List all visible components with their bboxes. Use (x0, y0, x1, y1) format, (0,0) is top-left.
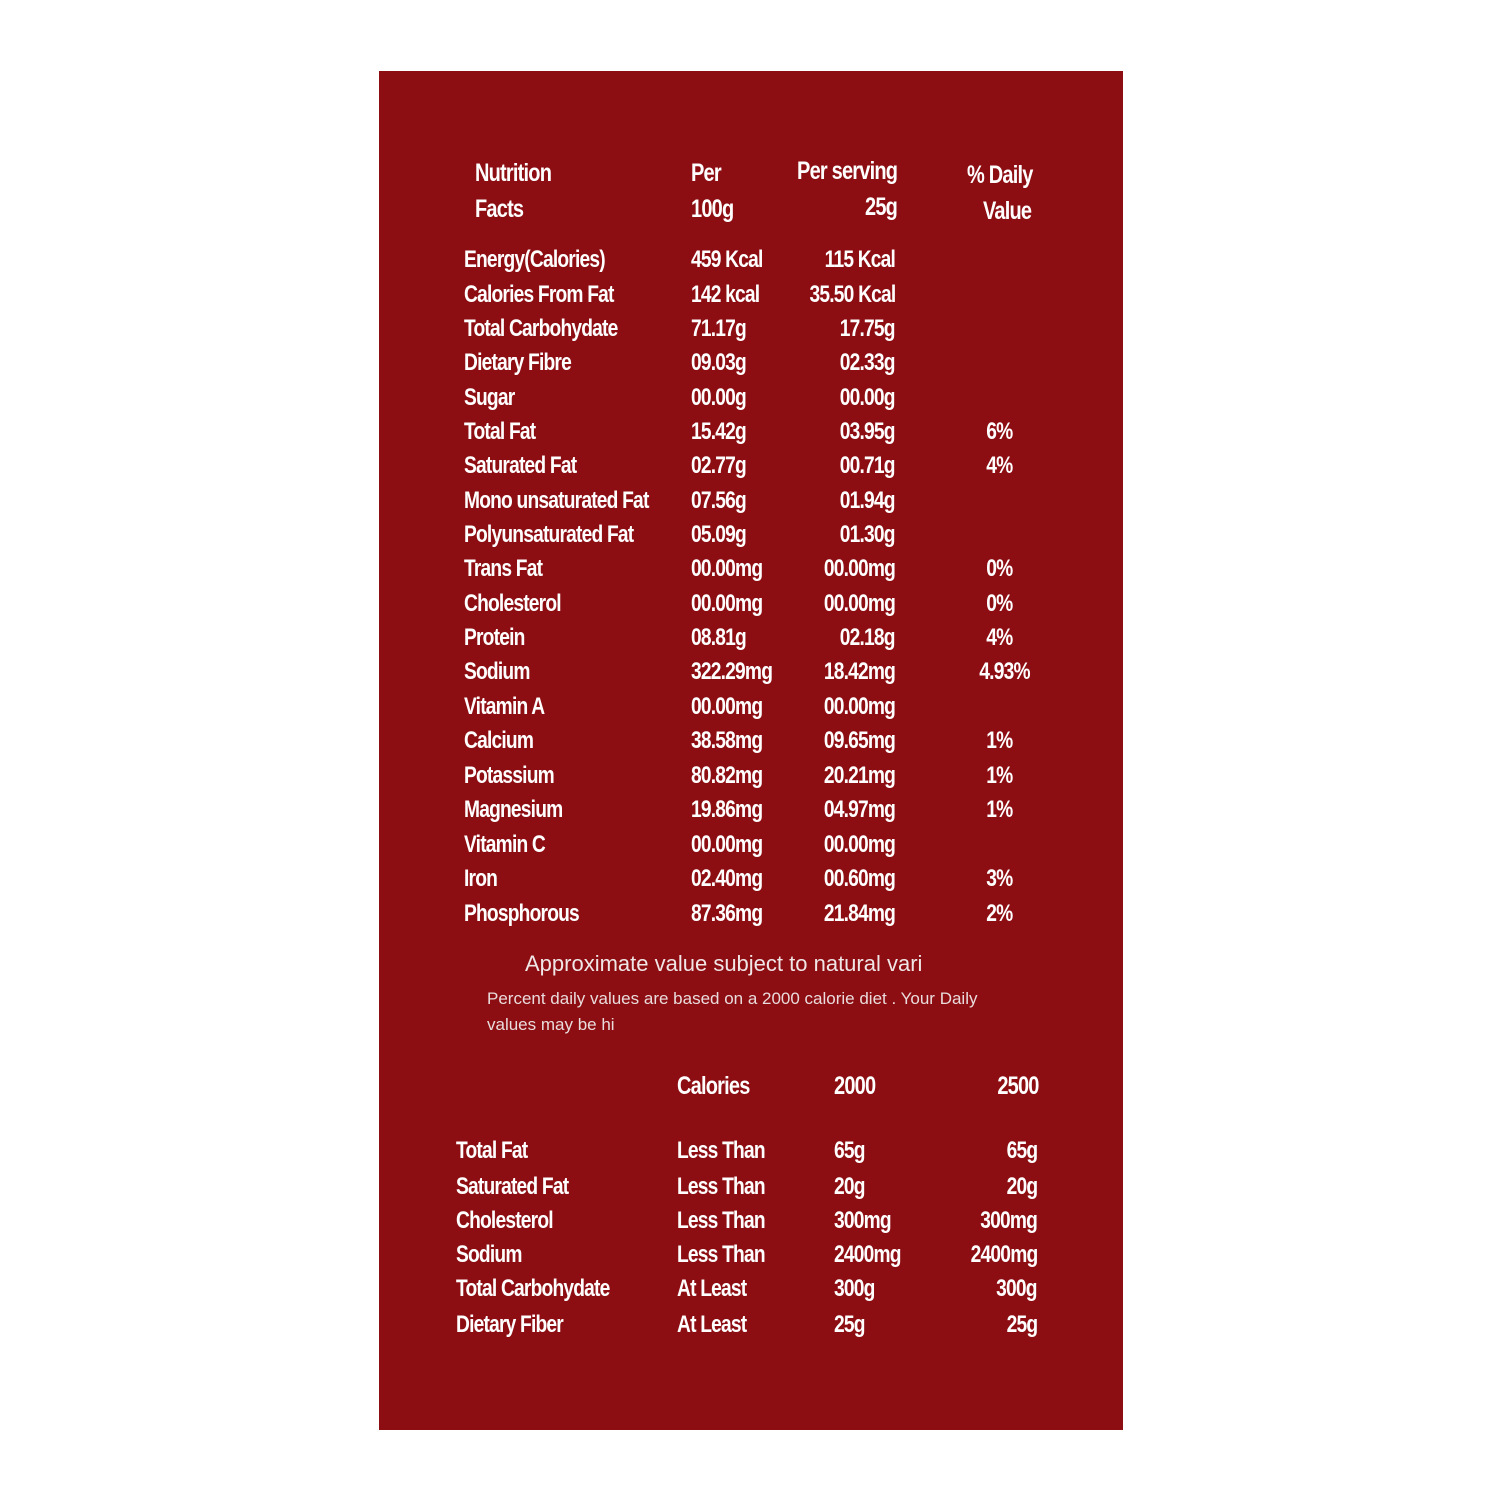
reference-value-2500: 300g (996, 1275, 1037, 1302)
nutrient-daily-value: 2% (985, 900, 1013, 927)
nutrient-daily-value-cell (973, 415, 1025, 449)
nutrient-daily-value-cell (973, 897, 1025, 931)
nutrient-name: Calcium (464, 727, 534, 754)
nutrient-per-serving-cell (806, 862, 895, 896)
nutrient-per-serving: 00.60mg (823, 865, 895, 892)
nutrient-per-serving-cell (806, 655, 895, 689)
nutrient-name-cell (464, 621, 540, 655)
reference-qualifier-cell (677, 1272, 764, 1306)
nutrient-per-serving: 17.75g (840, 315, 895, 342)
nutrient-row (379, 793, 1123, 827)
reference-nutrient-name-cell (456, 1308, 590, 1342)
nutrient-row (379, 828, 1123, 862)
reference-qualifier: At Least (677, 1311, 747, 1338)
nutrient-per-100g-cell (691, 690, 780, 724)
nutrient-per-serving: 00.00mg (823, 693, 895, 720)
reference-row (379, 1170, 1123, 1204)
nutrient-name: Total Fat (464, 418, 536, 445)
header-per-100g (691, 155, 744, 227)
nutrient-per-serving: 04.97mg (823, 796, 895, 823)
nutrient-row (379, 346, 1123, 380)
nutrient-per-100g: 15.42g (691, 418, 746, 445)
nutrient-per-100g-cell (691, 415, 760, 449)
header-nutrition-facts (475, 155, 570, 227)
nutrient-name-cell (464, 415, 553, 449)
nutrient-per-100g-cell (691, 724, 780, 758)
nutrient-per-100g-cell (691, 484, 760, 518)
reference-value-2000: 2400mg (834, 1241, 901, 1268)
nutrient-per-serving: 00.00mg (823, 831, 895, 858)
nutrient-row (379, 587, 1123, 621)
nutrient-per-serving-cell (826, 484, 895, 518)
header-facts-label: Facts (475, 195, 524, 223)
nutrient-per-100g: 00.00mg (691, 831, 763, 858)
nutrient-row (379, 449, 1123, 483)
reference-nutrient-name-cell (456, 1272, 648, 1306)
reference-value-2000-cell (834, 1134, 872, 1168)
nutrient-per-serving-cell (826, 346, 895, 380)
reference-value-2000-cell (834, 1204, 905, 1238)
reference-value-2500: 25g (1006, 1311, 1037, 1338)
reference-row (379, 1238, 1123, 1272)
nutrient-per-100g-cell (691, 759, 780, 793)
header-value-label: Value (982, 197, 1032, 225)
nutrient-name: Sodium (464, 658, 530, 685)
nutrient-per-100g-cell (691, 312, 760, 346)
nutrient-name: Dietary Fibre (464, 349, 571, 376)
nutrient-per-100g-cell (691, 828, 780, 862)
nutrient-row (379, 759, 1123, 793)
nutrient-per-100g-cell (691, 655, 792, 689)
nutrient-row (379, 243, 1123, 277)
nutrient-per-serving: 01.30g (840, 521, 895, 548)
nutrient-per-100g: 142 kcal (691, 281, 760, 308)
nutrient-name: Calories From Fat (464, 281, 614, 308)
nutrient-per-serving-cell (826, 415, 895, 449)
nutrient-name-cell (464, 690, 564, 724)
nutrient-per-serving: 00.00mg (823, 555, 895, 582)
nutrient-per-100g: 05.09g (691, 521, 746, 548)
nutrient-row (379, 724, 1123, 758)
nutrient-row (379, 690, 1123, 724)
reference-nutrient-name-cell (456, 1170, 596, 1204)
nutrient-row (379, 621, 1123, 655)
nutrient-name-cell (464, 243, 640, 277)
reference-row (379, 1308, 1123, 1342)
nutrient-name-cell (464, 484, 695, 518)
header-daily-label: % Daily (967, 161, 1033, 189)
reference-value-2000: 300g (834, 1275, 875, 1302)
nutrient-per-100g-cell (691, 793, 780, 827)
nutrient-name-cell (464, 724, 550, 758)
reference-nutrient-name-cell (456, 1238, 538, 1272)
nutrient-per-100g: 459 Kcal (691, 246, 763, 273)
nutrient-per-serving: 115 Kcal (824, 246, 895, 273)
reference-value-2000-cell (834, 1308, 872, 1342)
nutrient-daily-value-cell (973, 346, 1025, 380)
nutrient-per-100g-cell (691, 621, 760, 655)
nutrition-facts-panel (379, 71, 1123, 1430)
nutrient-per-serving: 00.71g (840, 452, 895, 479)
nutrient-per-100g: 19.86mg (691, 796, 763, 823)
nutrient-per-100g-cell (691, 518, 760, 552)
nutrient-per-serving-cell (806, 690, 895, 724)
reference-value-2000-cell (834, 1272, 885, 1306)
reference-header-2000: 2000 (834, 1072, 876, 1100)
nutrient-per-serving: 21.84mg (823, 900, 895, 927)
reference-qualifier-cell (677, 1170, 787, 1204)
nutrient-per-100g: 09.03g (691, 349, 746, 376)
nutrient-per-100g: 00.00g (691, 384, 746, 411)
nutrient-name: Saturated Fat (464, 452, 577, 479)
nutrient-name-cell (464, 449, 604, 483)
nutrient-daily-value: 6% (985, 418, 1013, 445)
nutrient-per-serving: 01.94g (840, 487, 895, 514)
nutrient-per-100g: 00.00mg (691, 555, 763, 582)
nutrient-per-100g-cell (691, 897, 780, 931)
reference-value-2500: 65g (1006, 1137, 1037, 1164)
reference-nutrient-name: Saturated Fat (456, 1173, 569, 1200)
reference-nutrient-name-cell (456, 1134, 545, 1168)
nutrient-name-cell (464, 655, 546, 689)
nutrient-name-cell (464, 552, 562, 586)
header-serving-size-label: 25g (864, 193, 897, 221)
nutrient-daily-value-cell (973, 484, 1025, 518)
nutrient-row (379, 655, 1123, 689)
nutrient-per-100g-cell (691, 278, 776, 312)
nutrient-daily-value-cell (973, 621, 1025, 655)
nutrient-per-100g-cell (691, 243, 780, 277)
nutrient-per-serving: 09.65mg (823, 727, 895, 754)
nutrient-name-cell (464, 518, 676, 552)
nutrient-daily-value: 1% (985, 796, 1013, 823)
nutrient-per-serving-cell (806, 828, 895, 862)
nutrient-row (379, 552, 1123, 586)
nutrient-per-100g-cell (691, 449, 760, 483)
nutrient-per-serving-cell (806, 724, 895, 758)
nutrient-per-serving: 35.50 Kcal (809, 281, 895, 308)
nutrient-name-cell (464, 828, 565, 862)
reference-qualifier: At Least (677, 1275, 747, 1302)
nutrient-daily-value: 3% (985, 865, 1013, 892)
nutrient-per-100g: 87.36mg (691, 900, 763, 927)
nutrient-daily-value: 1% (985, 727, 1013, 754)
nutrient-daily-value-cell (973, 278, 1025, 312)
nutrient-per-serving-cell (807, 243, 895, 277)
nutrient-per-serving-cell (826, 312, 895, 346)
reference-value-2500-cell (954, 1238, 1037, 1272)
reference-value-2000-cell (834, 1238, 917, 1272)
nutrient-per-100g: 80.82mg (691, 762, 763, 789)
nutrient-per-serving: 20.21mg (823, 762, 895, 789)
nutrient-name: Potassium (464, 762, 554, 789)
nutrient-name-cell (464, 793, 587, 827)
reference-row (379, 1204, 1123, 1238)
nutrient-row (379, 312, 1123, 346)
header-daily-value (967, 157, 1049, 229)
reference-value-2500: 300mg (980, 1207, 1037, 1234)
reference-qualifier-cell (677, 1204, 787, 1238)
nutrient-name: Vitamin C (464, 831, 545, 858)
nutrient-per-serving-cell (826, 621, 895, 655)
nutrient-per-serving: 03.95g (840, 418, 895, 445)
nutrient-daily-value: 4% (985, 452, 1013, 479)
reference-qualifier: Less Than (677, 1137, 765, 1164)
reference-qualifier: Less Than (677, 1241, 765, 1268)
nutrient-daily-value-cell (973, 690, 1025, 724)
header-per-label: Per (691, 159, 721, 187)
reference-row (379, 1272, 1123, 1306)
reference-value-2500-cell (999, 1308, 1037, 1342)
nutrient-name-cell (464, 278, 651, 312)
reference-value-2000: 65g (834, 1137, 865, 1164)
nutrient-per-100g: 322.29mg (691, 658, 773, 685)
reference-qualifier-cell (677, 1308, 764, 1342)
nutrient-daily-value-cell (973, 724, 1025, 758)
nutrient-per-serving-cell (806, 552, 895, 586)
nutrient-name-cell (464, 862, 505, 896)
nutrient-row (379, 381, 1123, 415)
reference-value-2000: 25g (834, 1311, 865, 1338)
nutrient-per-100g-cell (691, 587, 780, 621)
reference-qualifier-cell (677, 1134, 787, 1168)
nutrient-name-cell (464, 759, 576, 793)
nutrient-name-cell (464, 897, 608, 931)
nutrient-daily-value-cell (973, 381, 1025, 415)
reference-value-2500-cell (986, 1272, 1037, 1306)
reference-value-2500-cell (966, 1204, 1037, 1238)
nutrient-per-100g: 08.81g (691, 624, 746, 651)
nutrient-per-serving-cell (806, 897, 895, 931)
nutrient-name: Mono unsaturated Fat (464, 487, 649, 514)
nutrient-name: Energy(Calories) (464, 246, 605, 273)
nutrient-name: Protein (464, 624, 525, 651)
nutrient-per-100g-cell (691, 346, 760, 380)
nutrient-name: Polyunsaturated Fat (464, 521, 634, 548)
nutrient-row (379, 897, 1123, 931)
nutrient-daily-value: 1% (985, 762, 1013, 789)
nutrient-per-serving: 02.18g (840, 624, 895, 651)
nutrient-row (379, 862, 1123, 896)
nutrient-daily-value-cell (973, 862, 1025, 896)
nutrient-daily-value-cell (973, 552, 1025, 586)
nutrient-per-serving: 00.00g (840, 384, 895, 411)
nutrient-daily-value: 0% (985, 555, 1013, 582)
nutrient-daily-value-cell (973, 828, 1025, 862)
nutrient-name: Cholesterol (464, 590, 561, 617)
header-per-serving (772, 153, 897, 225)
header-100g-label: 100g (691, 195, 734, 223)
nutrient-per-100g-cell (691, 552, 780, 586)
nutrient-daily-value-cell (973, 793, 1025, 827)
reference-value-2500: 2400mg (970, 1241, 1037, 1268)
approximate-value-note: Approximate value subject to natural vari (525, 951, 923, 976)
nutrient-row (379, 415, 1123, 449)
reference-nutrient-name: Cholesterol (456, 1207, 553, 1234)
nutrient-row (379, 484, 1123, 518)
nutrient-per-serving: 02.33g (840, 349, 895, 376)
nutrient-name: Iron (464, 865, 498, 892)
reference-value-2000-cell (834, 1170, 872, 1204)
nutrient-daily-value: 4% (985, 624, 1013, 651)
nutrient-daily-value-cell (973, 518, 1025, 552)
nutrient-per-serving-cell (826, 449, 895, 483)
nutrient-per-serving-cell (826, 381, 895, 415)
nutrient-daily-value-cell (973, 655, 1030, 689)
nutrient-per-100g-cell (691, 862, 780, 896)
nutrient-daily-value: 4.93% (979, 658, 1030, 685)
nutrient-per-100g: 07.56g (691, 487, 746, 514)
header-per-serving-label: Per serving (796, 157, 897, 185)
nutrient-per-100g: 02.40mg (691, 865, 763, 892)
reference-nutrient-name-cell (456, 1204, 577, 1238)
nutrient-name-cell (464, 346, 598, 380)
reference-nutrient-name: Sodium (456, 1241, 522, 1268)
reference-nutrient-name: Total Carbohydate (456, 1275, 610, 1302)
nutrient-name-cell (464, 587, 585, 621)
nutrient-per-serving-cell (806, 587, 895, 621)
nutrient-per-serving-cell (826, 518, 895, 552)
nutrient-row (379, 278, 1123, 312)
nutrient-per-serving-cell (788, 278, 895, 312)
nutrient-per-100g: 38.58mg (691, 727, 763, 754)
nutrient-daily-value-cell (973, 759, 1025, 793)
nutrient-daily-value-cell (973, 312, 1025, 346)
nutrient-row (379, 518, 1123, 552)
nutrient-daily-value: 0% (985, 590, 1013, 617)
nutrient-per-serving-cell (806, 793, 895, 827)
percent-daily-values-note: Percent daily values are based on a 2000 calorie diet . Your Daily values may be hi (487, 989, 978, 1034)
nutrient-per-100g: 00.00mg (691, 693, 763, 720)
reference-nutrient-name: Dietary Fiber (456, 1311, 563, 1338)
reference-header-2500: 2500 (997, 1072, 1039, 1100)
nutrient-name: Sugar (464, 384, 515, 411)
nutrient-per-serving: 18.42mg (823, 658, 895, 685)
nutrient-per-100g: 71.17g (691, 315, 746, 342)
nutrient-per-100g: 02.77g (691, 452, 746, 479)
nutrient-per-serving-cell (806, 759, 895, 793)
reference-value-2500-cell (999, 1134, 1037, 1168)
reference-header-calories: Calories (677, 1072, 750, 1100)
reference-nutrient-name: Total Fat (456, 1137, 528, 1164)
reference-value-2500: 20g (1006, 1173, 1037, 1200)
nutrient-daily-value-cell (973, 449, 1025, 483)
nutrient-per-100g: 00.00mg (691, 590, 763, 617)
nutrient-daily-value-cell (973, 587, 1025, 621)
nutrient-per-serving: 00.00mg (823, 590, 895, 617)
reference-value-2500-cell (999, 1170, 1037, 1204)
nutrient-name: Trans Fat (464, 555, 543, 582)
nutrient-name: Total Carbohydate (464, 315, 618, 342)
nutrient-name: Phosphorous (464, 900, 579, 927)
nutrient-name-cell (464, 312, 656, 346)
header-nutrition-label: Nutrition (475, 159, 552, 187)
nutrient-name: Vitamin A (464, 693, 545, 720)
nutrient-name-cell (464, 381, 527, 415)
reference-value-2000: 20g (834, 1173, 865, 1200)
reference-qualifier-cell (677, 1238, 787, 1272)
nutrient-name: Magnesium (464, 796, 563, 823)
reference-value-2000: 300mg (834, 1207, 891, 1234)
nutrient-per-100g-cell (691, 381, 760, 415)
reference-row (379, 1134, 1123, 1168)
reference-qualifier: Less Than (677, 1207, 765, 1234)
reference-qualifier: Less Than (677, 1173, 765, 1200)
nutrient-daily-value-cell (973, 243, 1025, 277)
